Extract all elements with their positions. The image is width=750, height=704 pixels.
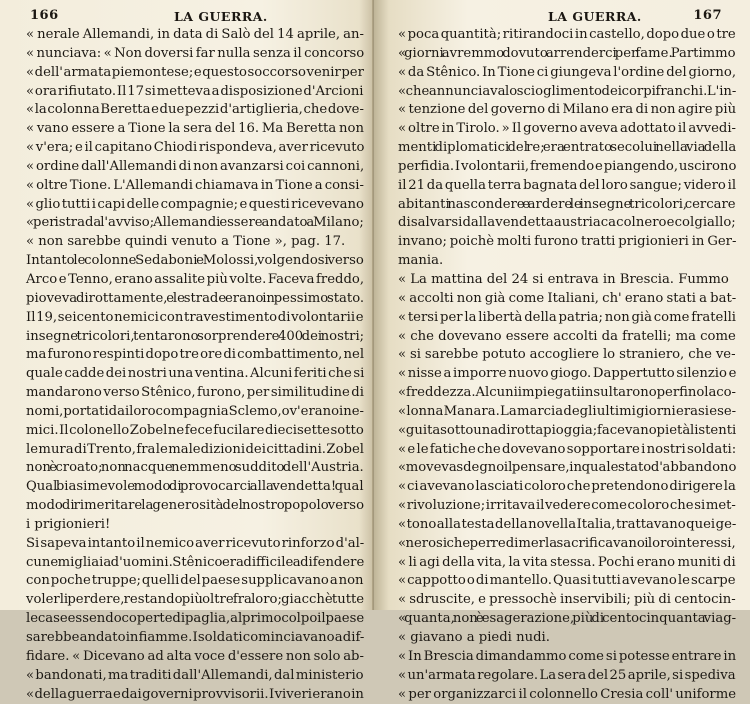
text-line: « cappotto o di mantello. Quasi tutti avevano le scarpe	[398, 573, 736, 589]
text-line: « ci avevano lasciati coloro che pretendono dirigere la	[398, 479, 736, 495]
text-line: menti diplomatici del re; era entrato secolui nella via della	[398, 140, 737, 156]
text-line: « giorni avremmo dovuto arrenderci per fame. Partimmo	[398, 45, 736, 61]
text-line: sarebbe andato in fiamme. I soldati cominciavano a dif-	[26, 630, 365, 645]
text-line: « ora rifiutato. Il 17 si metteva a disposizione d'Arcioni	[26, 83, 364, 99]
text-line: « quanta, non è esagerazione, più di centocinquanta viag-	[398, 611, 737, 627]
text-line: mici. Il colonello Zobel ne fece fucilare diecisette sotto	[26, 422, 364, 438]
text-line: « guita sotto una dirotta pioggia; facevano pietà li stenti	[398, 422, 737, 438]
text-line: Intanto le colonne Sedaboni e Molossi, volgendosi verso	[26, 253, 364, 269]
text-line: non è croato; non nacque nemmeno suddito dell'Austria.	[26, 460, 364, 476]
text-line: Qual biasimevole modo di provocarci alla vendetta! qual	[26, 479, 364, 495]
text-line: il 21 da quella terra bagnata del loro sangue; videro il	[398, 177, 737, 193]
text-line: « ordine dall'Allemandi di non avanzarsi coi cannoni,	[26, 158, 365, 174]
text-line: « per organizzarci il colonnello Cresia coll' uniforme	[398, 686, 737, 702]
text-line: mandarono verso Stênico, furono, per similitudine di	[26, 385, 364, 401]
text-line: « rivoluzione; irritava il vedere come coloro che si met-	[398, 498, 736, 514]
text-line: « della guerra e dai governi provvisorii. I viveri erano in	[26, 686, 364, 702]
text-line: « non sarebbe quindi venuto a Tione », pag. 17.	[26, 234, 346, 250]
text-line: « e le fatiche che dovevano sopportare i nostri soldati:	[398, 441, 737, 457]
text-line: modo di rimeritare la generosità del nostro popolo verso	[26, 498, 365, 514]
text-line: di salvarsi dalla vendetta austriaca col nero e col giallo;	[398, 215, 736, 231]
text-line: « accolti non già come Italiani, ch' erano stati a bat-	[398, 290, 737, 306]
text-line: « si sarebbe potuto accogliere lo straniero, che ve-	[398, 347, 736, 363]
text-line: « la colonna Beretta e due pezzi d'artiglieria, che dove-	[26, 102, 364, 118]
text-line: « nisse a imporre nuovo giogo. Dappertutto silenzio e	[398, 366, 737, 382]
text-line: « giavano a piedi nudi.	[398, 630, 550, 645]
left-page-header	[26, 6, 364, 26]
text-line: i prigionieri!	[26, 516, 111, 532]
text-line: abitanti nascondere e ardere le insegne tricolori, cercare	[398, 196, 736, 212]
text-line: le case essendo coperte di paglia, al primo colpo il paese	[26, 611, 365, 627]
text-line: « nunciava: « Non doversi far nulla senza il concorso	[26, 45, 365, 61]
text-line: « tersi per la libertà della patria; non già come fratelli	[398, 309, 737, 325]
text-line: fidare. « Dicevano ad alta voce d'essere non solo ab-	[26, 648, 364, 664]
text-line: « nerale Allemandi, in data di Salò del 14 aprile, an-	[26, 27, 364, 42]
text-line: perfidia. I volontarii, fremendo e piangendo, uscirono	[398, 158, 737, 174]
right-page-body	[398, 26, 736, 704]
text-line: « un'armata regolare. La sera del 25 aprile, si spediva	[398, 667, 736, 683]
text-line: « sdruscite, e pressochè inservibili; più di centocin-	[398, 592, 736, 608]
text-line: « oltre Tione. L'Allemandi chiamava in Tione a consi-	[26, 177, 364, 193]
text-line: « La mattina del 24 si entrava in Brescia. Fummo	[398, 271, 729, 287]
text-line: « che annunciava lo scioglimento dei corpi franchi. L'in-	[398, 83, 737, 99]
text-line: Il 19, seicento nemici con travestimento di volontarii e	[26, 309, 364, 325]
text-line: « glio tutti i capi delle compagnie; e questi ricevevano	[26, 196, 364, 212]
text-line: ma furono respinti dopo tre ore di combattimento, nel	[26, 347, 365, 363]
text-line: « oltre in Tirolo. » Il governo aveva adottato il avvedi-	[398, 121, 736, 137]
running-head: LA GUERRA.	[174, 9, 268, 24]
text-line: cune migliaia d'uomini. Stênico era difficile a difendere	[26, 554, 365, 570]
text-line: insegne tricolori, tentarono sorprendere 400 dei nostri;	[26, 328, 365, 344]
text-line: « tenzione del governo di Milano era di non agire più	[398, 102, 737, 118]
text-line: « dell' armata piemontese; e questo soccorso venir per	[26, 64, 364, 80]
text-line: « v'era; e il capitano Chiodi rispondeva, aver ricevuto	[26, 140, 365, 156]
running-head: LA GUERRA.	[548, 9, 642, 24]
text-line: « per istrada l'avviso; Allemandi essere andato a Milano;	[26, 215, 364, 231]
text-line: le mura di Trento, fra le maledizioni dei cittadini. Zobel	[26, 441, 364, 457]
text-line: « che dovevano essere accolti da fratelli; ma come	[398, 328, 736, 344]
text-line: « tono alla testa della novella Italia, trattavano quei ge-	[398, 516, 737, 532]
text-line: « vano essere a Tione la sera del 16. Ma Beretta non	[26, 121, 364, 137]
text-line: nomi, portati dai loro compagni a Sclemo, ov'erano i ne-	[26, 403, 364, 419]
text-line: pioveva dirottamente, e le strade erano in pessimo stato.	[26, 290, 365, 306]
text-line: « freddezza. Alcuni impiegati insultarono perfino la co-	[398, 385, 737, 401]
text-line: invano; poichè molti furono tratti prigionieri in Ger-	[398, 234, 737, 250]
text-line: « li agi della vita, la vita stessa. Pochi erano muniti di	[398, 554, 736, 570]
text-line: volerli perdere, restando più oltre fra loro; giacchè tutte	[26, 592, 365, 608]
text-line: con poche truppe; quelli del paese supplicavano a non	[26, 573, 364, 589]
text-line: « moveva sdegno il pensare, in quale stato d' abbandono	[398, 460, 737, 476]
left-page-body	[26, 26, 364, 704]
text-line: « In Brescia dimandammo come si potesse entrare in	[398, 648, 737, 664]
text-line: « da Stênico. In Tione ci giungeva l'ordine del giorno,	[398, 64, 737, 80]
text-line: « lonna Manara. La marcia degli ultimi giorni erasi ese-	[398, 403, 737, 419]
page-number: 166	[30, 8, 59, 23]
text-line: Si sapeva intanto il nemico aver ricevuto rinforzo d'al-	[26, 535, 365, 551]
text-line: « nerosi che per redimerla sacrificavano i loro interessi,	[398, 535, 736, 551]
right-page-header	[398, 6, 736, 26]
text-line: mania.	[398, 253, 444, 269]
text-line: quale cadde dei nostri una ventina. Alcuni feriti che si	[26, 366, 365, 382]
right-page	[374, 0, 750, 702]
text-line: Arco e Tenno, erano assalite più volte. Faceva freddo,	[26, 271, 365, 287]
page-number: 167	[693, 8, 722, 23]
text-line: « poca quantità; ritirandoci in castello, dopo due o tre	[398, 27, 736, 42]
text-line: « bandonati, ma traditi dall'Allemandi, dal ministerio	[26, 667, 364, 683]
left-page	[0, 0, 374, 702]
